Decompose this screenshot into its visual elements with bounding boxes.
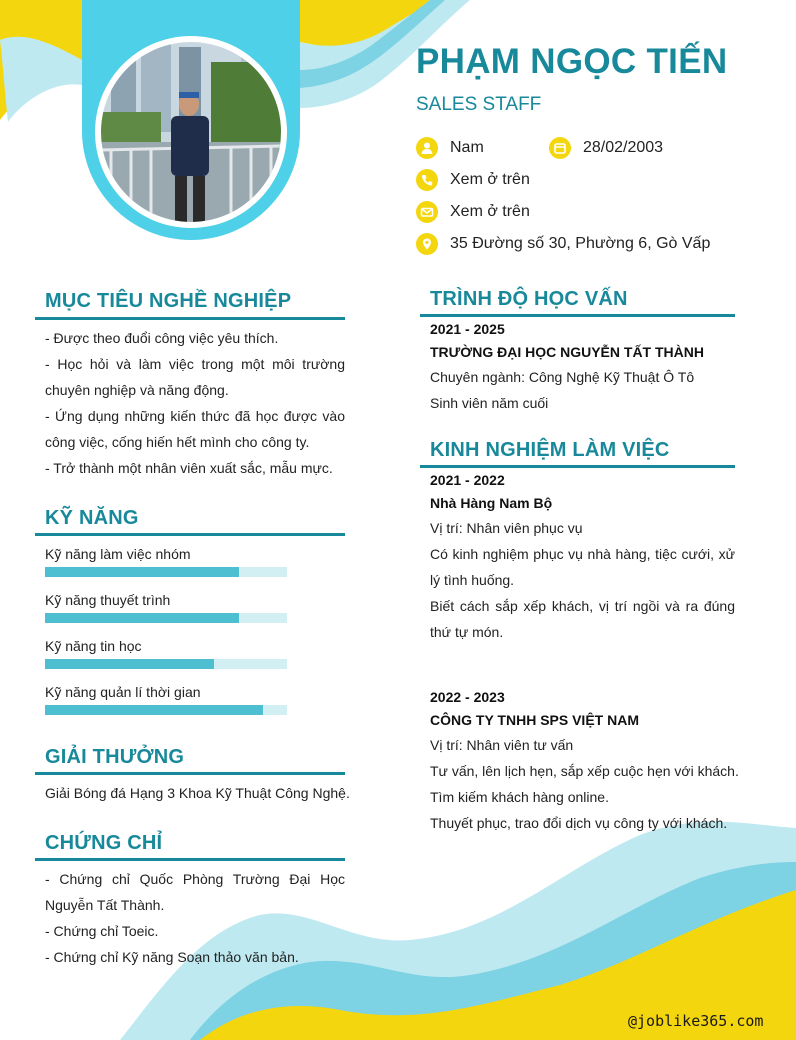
- certificate-line: - Chứng chỉ Quốc Phòng Trường Đại Học Nguyễn Tất Thành.: [45, 871, 345, 913]
- job-details: [430, 541, 735, 645]
- skill-bar-fill: [45, 613, 239, 623]
- awards-title: GIẢI THƯỞNG: [45, 746, 185, 768]
- skill-label: Kỹ năng quản lí thời gian: [45, 684, 201, 700]
- school-name: TRƯỜNG ĐẠI HỌC NGUYỄN TẤT THÀNH: [430, 344, 704, 360]
- contact-address: [416, 233, 710, 255]
- skill-bar-track: [45, 613, 287, 623]
- skills-rule: [35, 533, 345, 536]
- skill-bar-track: [45, 567, 287, 577]
- objective-line: - Được theo đuổi công việc yêu thích.: [45, 330, 279, 346]
- job-position: Vị trí: Nhân viên tư vấn: [430, 737, 574, 753]
- education-line: Sinh viên năm cuối: [430, 395, 549, 411]
- certificate-line: - Chứng chỉ Toeic.: [45, 923, 159, 939]
- job-period: 2022 - 2023: [430, 689, 505, 705]
- objective-line: - Học hỏi và làm việc trong một môi trường chuyên nghiệp và năng động.: [45, 356, 345, 398]
- skill-bar-fill: [45, 567, 239, 577]
- job-period: 2021 - 2022: [430, 472, 505, 488]
- job-detail-line: Biết cách sắp xếp khách, vị trí ngồi và ra đúng thứ tự món.: [430, 598, 735, 640]
- certificates-rule: [35, 858, 345, 861]
- mail-icon: [416, 201, 438, 223]
- phone-text: Xem ở trên: [450, 171, 530, 188]
- objective-rule: [35, 317, 345, 320]
- objective-line: - Ứng dụng những kiến thức đã học được vào công việc, cống hiến hết mình cho công ty.: [45, 408, 345, 450]
- job-position: Vị trí: Nhân viên phục vụ: [430, 520, 583, 536]
- objective-text: [45, 325, 345, 481]
- experience-title: KINH NGHIỆM LÀM VIỆC: [430, 439, 670, 461]
- contact-birthdate: [549, 137, 663, 159]
- candidate-name: PHẠM NGỌC TIẾN: [416, 42, 728, 81]
- education-line: Chuyên ngành: Công Nghệ Kỹ Thuật Ô Tô: [430, 369, 695, 385]
- job-detail-line: Tìm kiếm khách hàng online.: [430, 789, 609, 805]
- calendar-icon: [549, 137, 571, 159]
- person-icon: [416, 137, 438, 159]
- skill-bar-track: [45, 659, 287, 669]
- profile-photo: [101, 42, 281, 222]
- job-title: SALES STAFF: [416, 94, 542, 115]
- education-period: 2021 - 2025: [430, 321, 505, 337]
- skill-label: Kỹ năng thuyết trình: [45, 592, 171, 608]
- job-detail-line: Thuyết phục, trao đổi dịch vụ công ty với khách.: [430, 815, 728, 831]
- awards-rule: [35, 772, 345, 775]
- job-company: Nhà Hàng Nam Bộ: [430, 495, 553, 511]
- address-text: 35 Đường số 30, Phường 6, Gò Vấp: [450, 235, 711, 252]
- skill-bar-fill: [45, 705, 263, 715]
- skill-label: Kỹ năng làm việc nhóm: [45, 546, 191, 562]
- contact-phone: [416, 169, 530, 191]
- contact-email: [416, 201, 530, 223]
- job-detail-line: Tư vấn, lên lịch hẹn, sắp xếp cuộc hẹn với khách.: [430, 763, 739, 779]
- education-rule: [420, 314, 735, 317]
- education-title: TRÌNH ĐỘ HỌC VẤN: [430, 288, 628, 310]
- certificates-title: CHỨNG CHỈ: [45, 832, 163, 854]
- skill-bar-track: [45, 705, 287, 715]
- job-detail-line: Có kinh nghiệm phục vụ nhà hàng, tiệc cưới, xử lý tình huống.: [430, 546, 735, 588]
- skill-label: Kỹ năng tin học: [45, 638, 142, 654]
- location-icon: [416, 233, 438, 255]
- email-text: Xem ở trên: [450, 203, 530, 220]
- certificates-text: [45, 866, 345, 970]
- contact-gender: [416, 137, 484, 159]
- watermark: @joblike365.com: [628, 1012, 764, 1030]
- experience-rule: [420, 465, 735, 468]
- skill-bar-fill: [45, 659, 214, 669]
- skills-title: KỸ NĂNG: [45, 507, 139, 529]
- award-text: Giải Bóng đá Hạng 3 Khoa Kỹ Thuật Công Nghệ.: [45, 785, 350, 801]
- objective-line: - Trở thành một nhân viên xuất sắc, mẫu mực.: [45, 460, 333, 476]
- certificate-line: - Chứng chỉ Kỹ năng Soạn thảo văn bản.: [45, 949, 299, 965]
- job-company: CÔNG TY TNHH SPS VIỆT NAM: [430, 712, 639, 728]
- birthdate-text: 28/02/2003: [583, 139, 664, 156]
- objective-title: MỤC TIÊU NGHỀ NGHIỆP: [45, 290, 292, 312]
- phone-icon: [416, 169, 438, 191]
- gender-text: Nam: [450, 139, 484, 156]
